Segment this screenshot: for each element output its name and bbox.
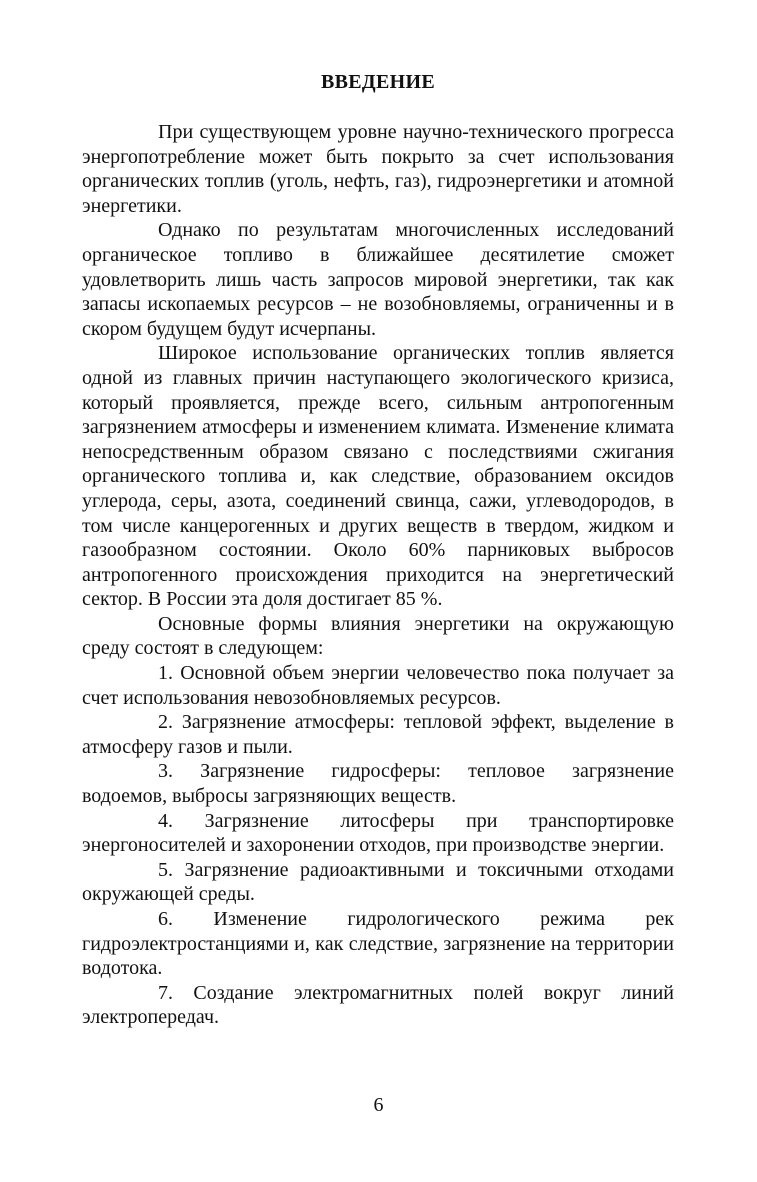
list-item: 5. Загрязнение радиоактивными и токсичными отходами окружающей среды. — [82, 858, 674, 906]
document-body — [82, 120, 674, 1030]
document-page — [82, 66, 674, 1030]
paragraph: Однако по результатам многочисленных исследований органическое топливо в ближайшее десятилетие сможет удовлетворить лишь часть запросов мировой энергетики, так как запасы ископаемых ресурсов – не возобновляемы, ограниченны и в скором будущем будут исчерпаны. — [82, 219, 674, 340]
list-item: 4. Загрязнение литосферы при транспортировке энергоносителей и захоронении отходов, при производстве энергии. — [82, 809, 674, 857]
list-item: 2. Загрязнение атмосферы: тепловой эффект, выделение в атмосферу газов и пыли. — [82, 711, 674, 758]
page-number: 6 — [373, 1094, 384, 1116]
list-item: 1. Основной объем энергии человечество пока получает за счет использования невозобновляемых ресурсов. — [82, 662, 674, 709]
list-item: 3. Загрязнение гидросферы: тепловое загрязнение водоемов, выбросы загрязняющих веществ. — [82, 760, 674, 808]
paragraph: Широкое использование органических топлив является одной из главных причин наступающего экологического кризиса, который проявляется, прежде всего, сильным антропогенным загрязнением атмосферы и изменением климата. Изменение климата непосредственным образом связано с последствиями сжигания органического топлива и, как следствие, образованием оксидов углерода, серы, азота, соединений свинца, сажи, углеводородов, в том числе канцерогенных и других веществ в твердом, жидком и газообразном состоянии. Около 60% парниковых выбросов антропогенного происхождения приходится на энергетический сектор. В России эта доля достигает 85 %. — [82, 342, 674, 611]
paragraph: Основные формы влияния энергетики на окружающую среду состоят в следующем: — [82, 612, 674, 660]
list-item: 6. Изменение гидрологического режима рек гидроэлектростанциями и, как следствие, загрязнение на территории водотока. — [82, 908, 674, 980]
paragraph: При существующем уровне научно-технического прогресса энергопотребление может быть покрыто за счет использования органических топлив (уголь, нефть, газ), гидроэнергетики и атомной энергетики. — [82, 121, 674, 217]
page-title: ВВЕДЕНИЕ — [321, 71, 435, 93]
list-item: 7. Создание электромагнитных полей вокруг линий электропередач. — [82, 981, 674, 1029]
